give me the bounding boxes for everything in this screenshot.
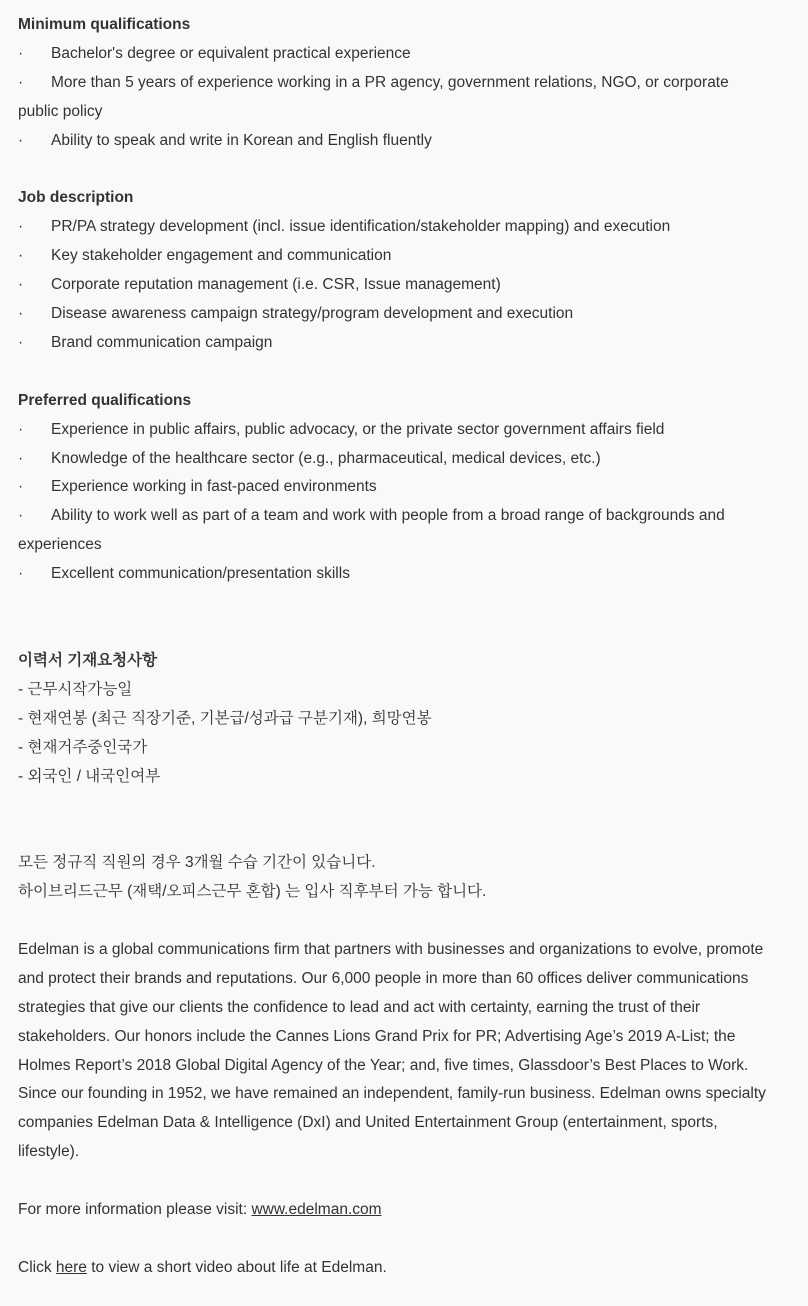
list-item: · Corporate reputation management (i.e. CSR, Issue management): [18, 271, 790, 300]
preferred-qualifications-heading: Preferred qualifications: [18, 391, 192, 409]
about-line: stakeholders. Our honors include the Cannes Lions Grand Prix for PR; Advertising Age’s 2019 A-List; the: [18, 1027, 736, 1045]
list-item: - 근무시작가능일: [18, 680, 133, 698]
about-line: lifestyle).: [18, 1143, 80, 1161]
list-item: · Key stakeholder engagement and communication: [18, 242, 790, 271]
bullet-icon: ·: [18, 305, 24, 323]
probation-note: 모든 정규직 직원의 경우 3개월 수습 기간이 있습니다.: [18, 854, 376, 872]
list-item: - 외국인 / 내국인여부: [18, 767, 161, 785]
about-line: Since our founding in 1952, we have remained an independent, family-run business. Edelman owns specialty: [18, 1085, 766, 1103]
bullet-icon: ·: [18, 478, 24, 496]
bullet-icon: ·: [18, 420, 24, 438]
list-item: · Ability to speak and write in Korean and English fluently: [18, 127, 790, 156]
list-item: · Knowledge of the healthcare sector (e.g., pharmaceutical, medical devices, etc.): [18, 445, 790, 474]
list-item-continuation: experiences: [18, 536, 102, 554]
bullet-icon: ·: [18, 131, 24, 149]
list-item: · Experience working in fast-paced environments: [18, 473, 790, 502]
list-item: · Disease awareness campaign strategy/program development and execution: [18, 300, 790, 329]
list-item: · Brand communication campaign: [18, 329, 790, 358]
more-info-line: For more information please visit: www.edelman.com: [18, 1201, 382, 1219]
bullet-icon: ·: [18, 73, 24, 91]
video-line: Click here to view a short video about life at Edelman.: [18, 1258, 387, 1276]
job-description-heading: Job description: [18, 189, 134, 207]
about-line: Holmes Report’s 2018 Global Digital Agency of the Year; and, five times, Glassdoor’s Best Places to Work.: [18, 1056, 749, 1074]
hybrid-work-note: 하이브리드근무 (재택/오피스근무 혼합) 는 입사 직후부터 가능 합니다.: [18, 883, 487, 901]
list-item: · Experience in public affairs, public advocacy, or the private sector government affairs field: [18, 416, 790, 445]
list-item: · Bachelor's degree or equivalent practical experience: [18, 40, 790, 69]
bullet-icon: ·: [18, 218, 24, 236]
list-item-continuation: public policy: [18, 102, 103, 120]
bullet-icon: ·: [18, 333, 24, 351]
about-line: strategies that give our clients the confidence to lead and act with certainty, earning the trust of their: [18, 998, 701, 1016]
bullet-icon: ·: [18, 507, 24, 525]
bullet-icon: ·: [18, 449, 24, 467]
minimum-qualifications-heading: Minimum qualifications: [18, 16, 191, 33]
about-line: and protect their brands and reputations. Our 6,000 people in more than 60 offices deliver communications: [18, 969, 749, 987]
bullet-icon: ·: [18, 565, 24, 583]
bullet-icon: ·: [18, 247, 24, 265]
list-item: - 현재연봉 (최근 직장기준, 기본급/성과급 구분기재), 희망연봉: [18, 709, 432, 727]
video-link[interactable]: here: [55, 1258, 87, 1276]
edelman-website-link[interactable]: www.edelman.com: [251, 1201, 382, 1219]
list-item: · More than 5 years of experience working in a PR agency, government relations, NGO, or corporate: [18, 69, 790, 98]
about-line: Edelman is a global communications firm that partners with businesses and organizations to evolve, promote: [18, 940, 764, 958]
about-line: companies Edelman Data & Intelligence (DxI) and United Entertainment Group (entertainment, sports,: [18, 1114, 718, 1132]
list-item: · PR/PA strategy development (incl. issue identification/stakeholder mapping) and execution: [18, 213, 790, 242]
list-item: · Excellent communication/presentation skills: [18, 560, 790, 589]
bullet-icon: ·: [18, 44, 24, 62]
list-item: - 현재거주중인국가: [18, 738, 148, 756]
resume-requirements-heading: 이력서 기재요청사항: [18, 651, 158, 669]
bullet-icon: ·: [18, 276, 24, 294]
list-item: · Ability to work well as part of a team and work with people from a broad range of backgrounds and: [18, 502, 790, 531]
